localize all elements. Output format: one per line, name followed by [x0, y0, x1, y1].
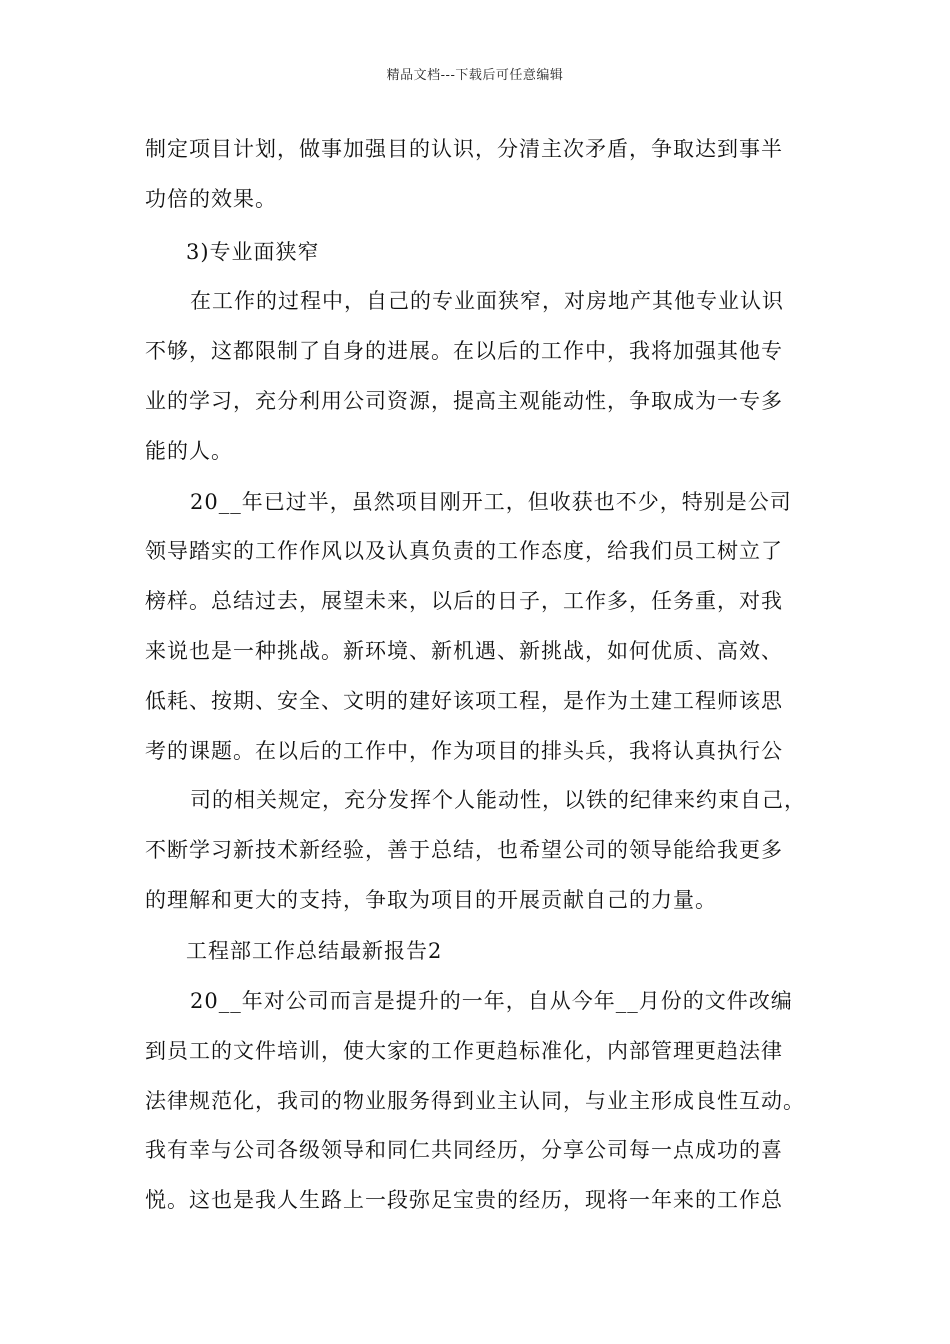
text-line: 功倍的效果。: [145, 187, 277, 211]
text-line: 能的人。: [145, 439, 233, 463]
text-line: 悦。这也是我人生路上一段弥足宝贵的经历，现将一年来的工作总: [145, 1188, 783, 1212]
text-line: 在工作的过程中，自己的专业面狭窄，对房地产其他专业认识: [190, 289, 784, 313]
text-line: 不够，这都限制了自身的进展。在以后的工作中，我将加强其他专: [145, 339, 783, 363]
text-line: 司的相关规定，充分发挥个人能动性，以铁的纪律来约束自己，: [190, 788, 806, 812]
text-line: 法律规范化，我司的物业服务得到业主认同，与业主形成良性互动。: [145, 1089, 805, 1113]
section-title: 工程部工作总结最新报告2: [186, 939, 443, 963]
text-line: 的理解和更大的支持，争取为项目的开展贡献自己的力量。: [145, 888, 717, 912]
section-heading: 3)专业面狭窄: [186, 240, 320, 264]
text-line: 到员工的文件培训，使大家的工作更趋标准化，内部管理更趋法律: [145, 1039, 783, 1063]
text-line: 考的课题。在以后的工作中，作为项目的排头兵，我将认真执行公: [145, 739, 783, 763]
page-header: 精品文档---下载后可任意编辑: [386, 68, 564, 83]
text-line: 20__年对公司而言是提升的一年，自从今年__月份的文件改编: [190, 989, 793, 1013]
text-line: 不断学习新技术新经验，善于总结，也希望公司的领导能给我更多: [145, 838, 783, 862]
text-line: 20__年已过半，虽然项目刚开工，但收获也不少，特别是公司: [190, 490, 792, 514]
text-line: 低耗、按期、安全、文明的建好该项工程，是作为土建工程师该思: [145, 689, 783, 713]
text-line: 制定项目计划，做事加强目的认识，分清主次矛盾，争取达到事半: [145, 137, 783, 161]
text-line: 我有幸与公司各级领导和同仁共同经历，分享公司每一点成功的喜: [145, 1138, 783, 1162]
text-line: 来说也是一种挑战。新环境、新机遇、新挑战，如何优质、高效、: [145, 639, 783, 663]
text-line: 领导踏实的工作作风以及认真负责的工作态度，给我们员工树立了: [145, 539, 783, 563]
text-line: 业的学习，充分利用公司资源，提高主观能动性，争取成为一专多: [145, 389, 783, 413]
text-line: 榜样。总结过去，展望未来，以后的日子，工作多，任务重，对我: [145, 589, 783, 613]
